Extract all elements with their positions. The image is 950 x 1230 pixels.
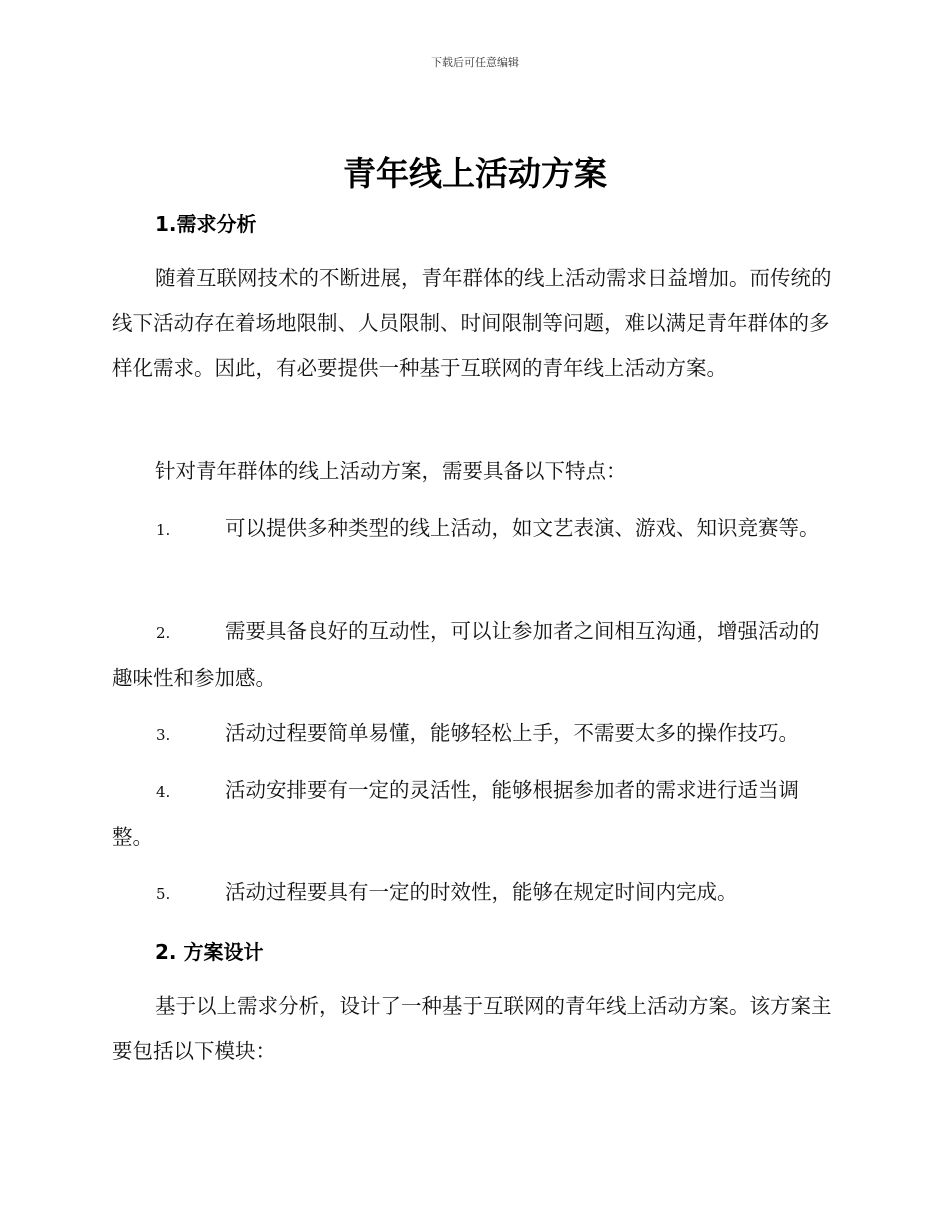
page-header-note: 下载后可任意编辑 [431, 56, 519, 69]
list-item [112, 768, 838, 860]
paragraph-design-intro: 基于以上需求分析，设计了一种基于互联网的青年线上活动方案。该方案主要包括以下模块： [112, 994, 832, 1063]
list-item [112, 609, 838, 701]
list-item [112, 870, 838, 917]
list-item-number: 4. [156, 783, 171, 801]
section-heading-design: 2. 方案设计 [155, 940, 264, 964]
list-item [112, 711, 838, 758]
list-item-text: 可以提供多种类型的线上活动，如文艺表演、游戏、知识竞赛等。 [225, 516, 820, 540]
list-item-number: 2. [156, 624, 171, 642]
list-item-number: 5. [156, 885, 171, 903]
list-item-text: 需要具备良好的互动性，可以让参加者之间相互沟通，增强活动的趣味性和参加感。 [112, 619, 820, 690]
paragraph-background: 随着互联网技术的不断进展，青年群体的线上活动需求日益增加。而传统的线下活动存在着场地限制、人员限制、时间限制等问题，难以满足青年群体的多样化需求。因此，有必要提供一种基于互联网的青年线上活动方案。 [112, 266, 832, 380]
section-heading-requirements: 1.需求分析 [155, 212, 257, 236]
list-item-number: 3. [156, 726, 171, 744]
list-item-text: 活动过程要简单易懂，能够轻松上手，不需要太多的操作技巧。 [225, 721, 799, 745]
document-title: 青年线上活动方案 [343, 154, 607, 193]
list-item-text: 活动安排要有一定的灵活性，能够根据参加者的需求进行适当调整。 [112, 778, 799, 849]
list-item-text: 活动过程要具有一定的时效性，能够在规定时间内完成。 [225, 880, 738, 904]
list-item-number: 1. [156, 521, 171, 539]
list-item [112, 506, 838, 553]
paragraph-features-intro: 针对青年群体的线上活动方案，需要具备以下特点： [155, 459, 627, 483]
